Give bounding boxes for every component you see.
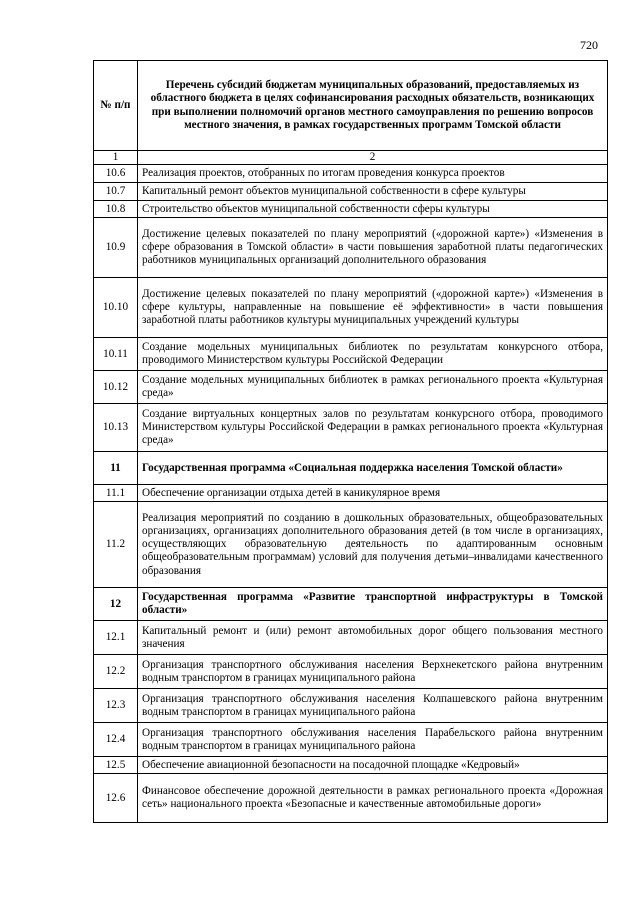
row-number: 10.12 <box>94 371 138 404</box>
row-number: 10.11 <box>94 338 138 371</box>
header-title-cell: Перечень субсидий бюджетам муниципальных образований, предоставляемых из областного бюджета в целях софинансирования расходных обязательств, возникающих при выполнении полномочий органов местного самоуправления по решению вопросов местного значения, в рамках государственных программ Томской области <box>138 61 608 151</box>
table-row <box>94 338 608 371</box>
row-number: 11.1 <box>94 485 138 502</box>
program-number: 12 <box>94 588 138 621</box>
page-number: 720 <box>580 38 598 52</box>
row-text: Организация транспортного обслуживания населения Колпашевского района внутренним водным транспортом в границах муниципального района <box>138 689 608 723</box>
header-row <box>94 61 608 151</box>
index-cell-1: 1 <box>94 151 138 165</box>
row-number: 10.10 <box>94 278 138 338</box>
table-row <box>94 218 608 278</box>
table-row <box>94 621 608 655</box>
row-number: 12.5 <box>94 757 138 774</box>
row-text: Организация транспортного обслуживания населения Верхнекетского района внутренним водным транспортом в границах муниципального района <box>138 655 608 689</box>
row-text: Финансовое обеспечение дорожной деятельности в рамках регионального проекта «Дорожная сеть» национального проекта «Безопасные и качественные автомобильные дороги» <box>138 774 608 823</box>
program-number: 11 <box>94 452 138 485</box>
row-text: Реализация мероприятий по созданию в дошкольных образовательных, общеобразовательных организациях, организациях дополнительного образования детей (в том числе в организациях, осуществляющих образовательную деятельность по адаптированным основным общеобразовательным программам) условий для получения детьми–инвалидами качественного образования <box>138 502 608 588</box>
row-number: 12.2 <box>94 655 138 689</box>
table-row <box>94 774 608 823</box>
table-row <box>94 655 608 689</box>
row-text: Капитальный ремонт объектов муниципальной собственности в сфере культуры <box>138 183 608 201</box>
table-row <box>94 485 608 502</box>
index-row <box>94 151 608 165</box>
row-number: 12.6 <box>94 774 138 823</box>
row-number: 11.2 <box>94 502 138 588</box>
row-text: Создание модельных муниципальных библиотек по результатам конкурсного отбора, проводимого Министерством культуры Российской Федерации <box>138 338 608 371</box>
table-row <box>94 165 608 183</box>
program-title: Государственная программа «Социальная поддержка населения Томской области» <box>138 452 608 485</box>
row-number: 10.6 <box>94 165 138 183</box>
row-number: 10.7 <box>94 183 138 201</box>
table-row <box>94 278 608 338</box>
table-row <box>94 689 608 723</box>
row-text: Строительство объектов муниципальной собственности сферы культуры <box>138 201 608 218</box>
row-number: 12.1 <box>94 621 138 655</box>
row-text: Капитальный ремонт и (или) ремонт автомобильных дорог общего пользования местного значения <box>138 621 608 655</box>
row-text: Создание виртуальных концертных залов по результатам конкурсного отбора, проводимого Министерством культуры Российской Федерации в рамках регионального проекта «Культурная среда» <box>138 404 608 452</box>
row-text: Создание модельных муниципальных библиотек в рамках регионального проекта «Культурная среда» <box>138 371 608 404</box>
table-row <box>94 201 608 218</box>
row-text: Организация транспортного обслуживания населения Парабельского района внутренним водным транспортом в границах муниципального района <box>138 723 608 757</box>
program-title: Государственная программа «Развитие транспортной инфраструктуры в Томской области» <box>138 588 608 621</box>
table-row <box>94 183 608 201</box>
row-text: Обеспечение авиационной безопасности на посадочной площадке «Кедровый» <box>138 757 608 774</box>
row-text: Достижение целевых показателей по плану мероприятий («дорожной карте») «Изменения в сфере образования в Томской области» в части повышения заработной платы педагогических работников муниципальных организаций дополнительного образования <box>138 218 608 278</box>
row-text: Реализация проектов, отобранных по итогам проведения конкурса проектов <box>138 165 608 183</box>
table-row <box>94 757 608 774</box>
table-row <box>94 723 608 757</box>
program-row <box>94 452 608 485</box>
subsidies-table <box>93 60 608 823</box>
header-number-cell: № п/п <box>94 61 138 151</box>
index-cell-2: 2 <box>138 151 608 165</box>
row-number: 10.8 <box>94 201 138 218</box>
table-row <box>94 371 608 404</box>
table-row <box>94 404 608 452</box>
row-number: 10.9 <box>94 218 138 278</box>
row-text: Обеспечение организации отдыха детей в каникулярное время <box>138 485 608 502</box>
table-row <box>94 502 608 588</box>
program-row <box>94 588 608 621</box>
row-text: Достижение целевых показателей по плану мероприятий («дорожной карте») «Изменения в сфере культуры, направленные на повышение её эффективности» в части повышения заработной платы работников культуры муниципальных учреждений культуры <box>138 278 608 338</box>
row-number: 10.13 <box>94 404 138 452</box>
row-number: 12.3 <box>94 689 138 723</box>
row-number: 12.4 <box>94 723 138 757</box>
